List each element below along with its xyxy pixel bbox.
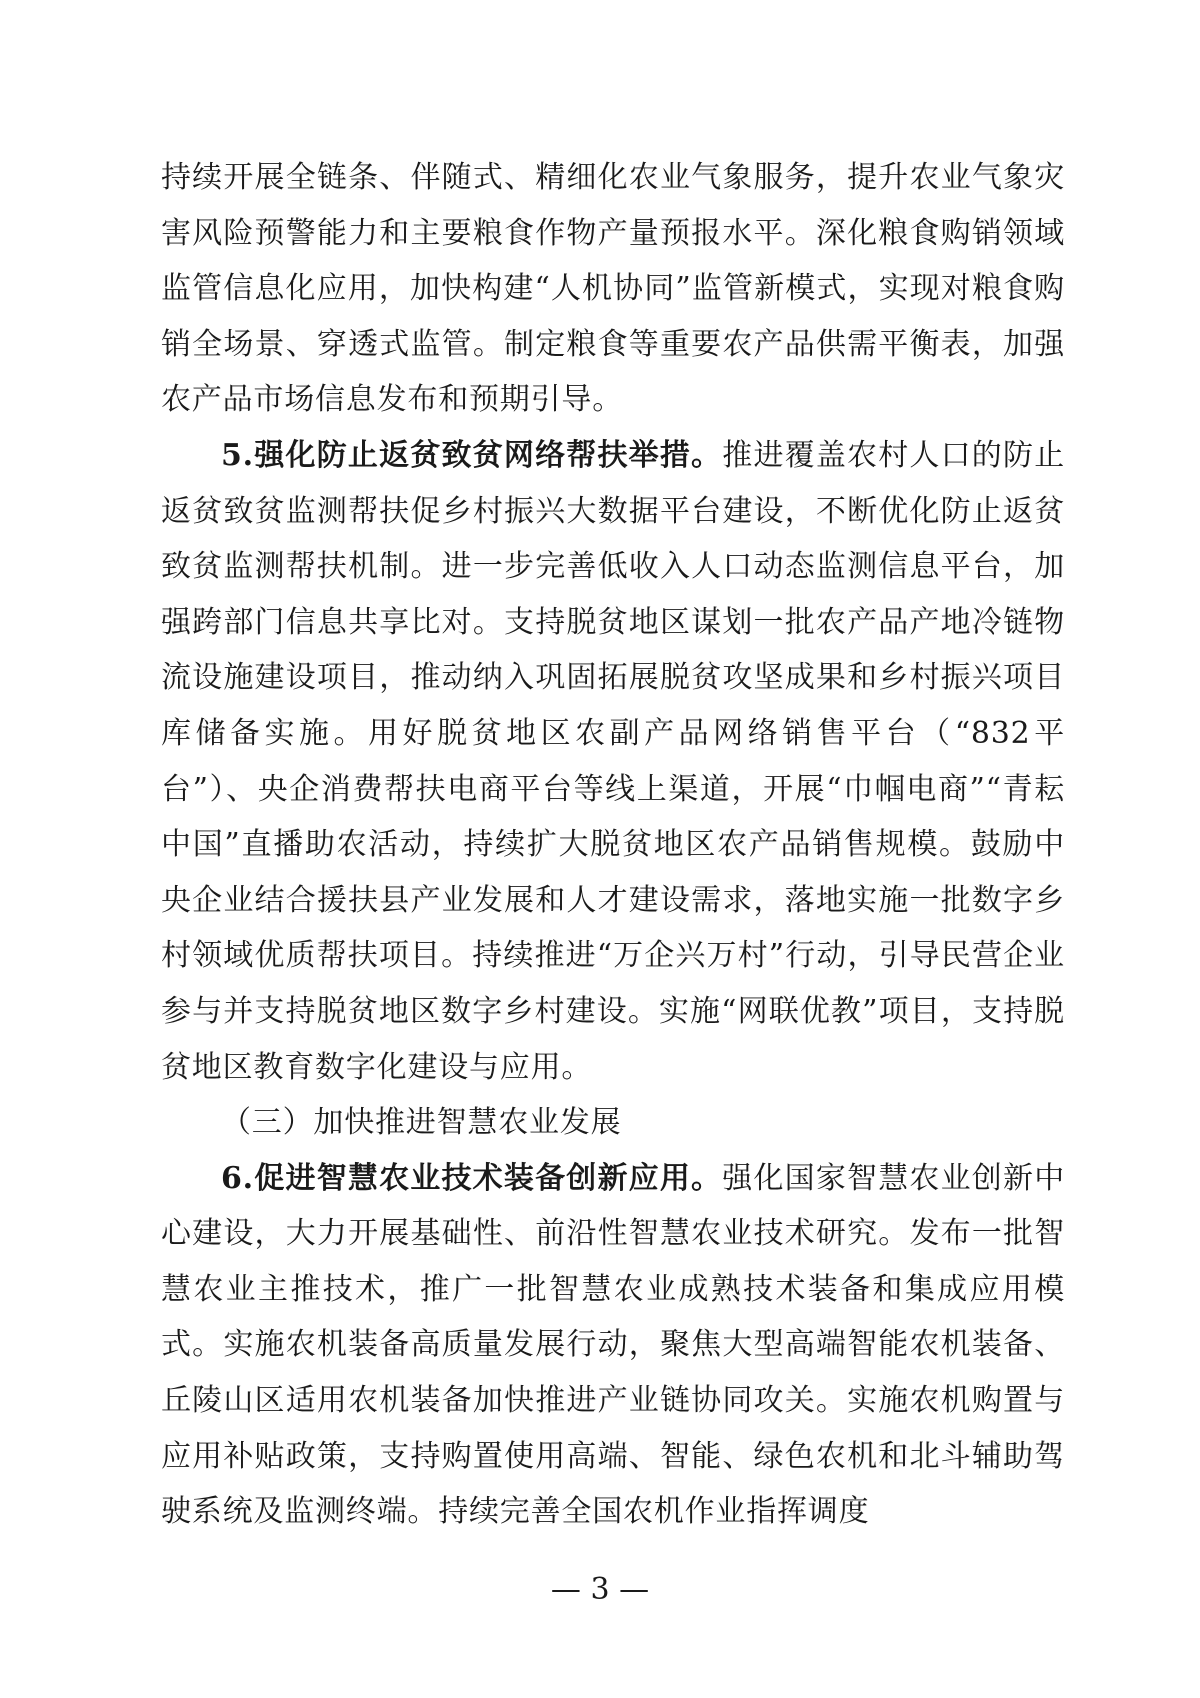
item-heading: 6.促进智慧农业技术装备创新应用。 [221, 1160, 723, 1196]
section-subheading: （三）加快推进智慧农业发展 [221, 1105, 622, 1141]
page-number: — 3 — [550, 1572, 650, 1607]
paragraph-item-6 [161, 1151, 1065, 1540]
document-body [161, 150, 1065, 1540]
paragraph-text: 持续开展全链条、伴随式、精细化农业气象服务，提升农业气象灾害风险预警能力和主要粮食作物产量预报水平。深化粮食购销领域监管信息化应用，加快构建“人机协同”监管新模式，实现对粮食购销全场景、穿透式监管。制定粮食等重要农产品供需平衡表，加强农产品市场信息发布和预期引导。 [161, 160, 1065, 418]
paragraph-text: 推进覆盖农村人口的防止返贫致贫监测帮扶促乡村振兴大数据平台建设，不断优化防止返贫致贫监测帮扶机制。进一步完善低收入人口动态监测信息平台，加强跨部门信息共享比对。支持脱贫地区谋划一批农产品产地冷链物流设施建设项目，推动纳入巩固拓展脱贫攻坚成果和乡村振兴项目库储备实施。用好脱贫地区农副产品网络销售平台（“832平台”）、央企消费帮扶电商平台等线上渠道，开展“巾帼电商”“青耘中国”直播助农活动，持续扩大脱贫地区农产品销售规模。鼓励中央企业结合援扶县产业发展和人才建设需求，落地实施一批数字乡村领域优质帮扶项目。持续推进“万企兴万村”行动，引导民营企业参与并支持脱贫地区数字乡村建设。实施“网联优教”项目，支持脱贫地区教育数字化建设与应用。 [161, 437, 1065, 1085]
paragraph-text: 强化国家智慧农业创新中心建设，大力开展基础性、前沿性智慧农业技术研究。发布一批智慧农业主推技术，推广一批智慧农业成熟技术装备和集成应用模式。实施农机装备高质量发展行动，聚焦大型高端智能农机装备、丘陵山区适用农机装备加快推进产业链协同攻关。实施农机购置与应用补贴政策，支持购置使用高端、智能、绿色农机和北斗辅助驾驶系统及监测终端。持续完善全国农机作业指挥调度 [161, 1160, 1065, 1530]
item-heading: 5.强化防止返贫致贫网络帮扶举措。 [221, 437, 723, 473]
paragraph-item-5 [161, 428, 1065, 1095]
paragraph-continuation [161, 150, 1065, 428]
